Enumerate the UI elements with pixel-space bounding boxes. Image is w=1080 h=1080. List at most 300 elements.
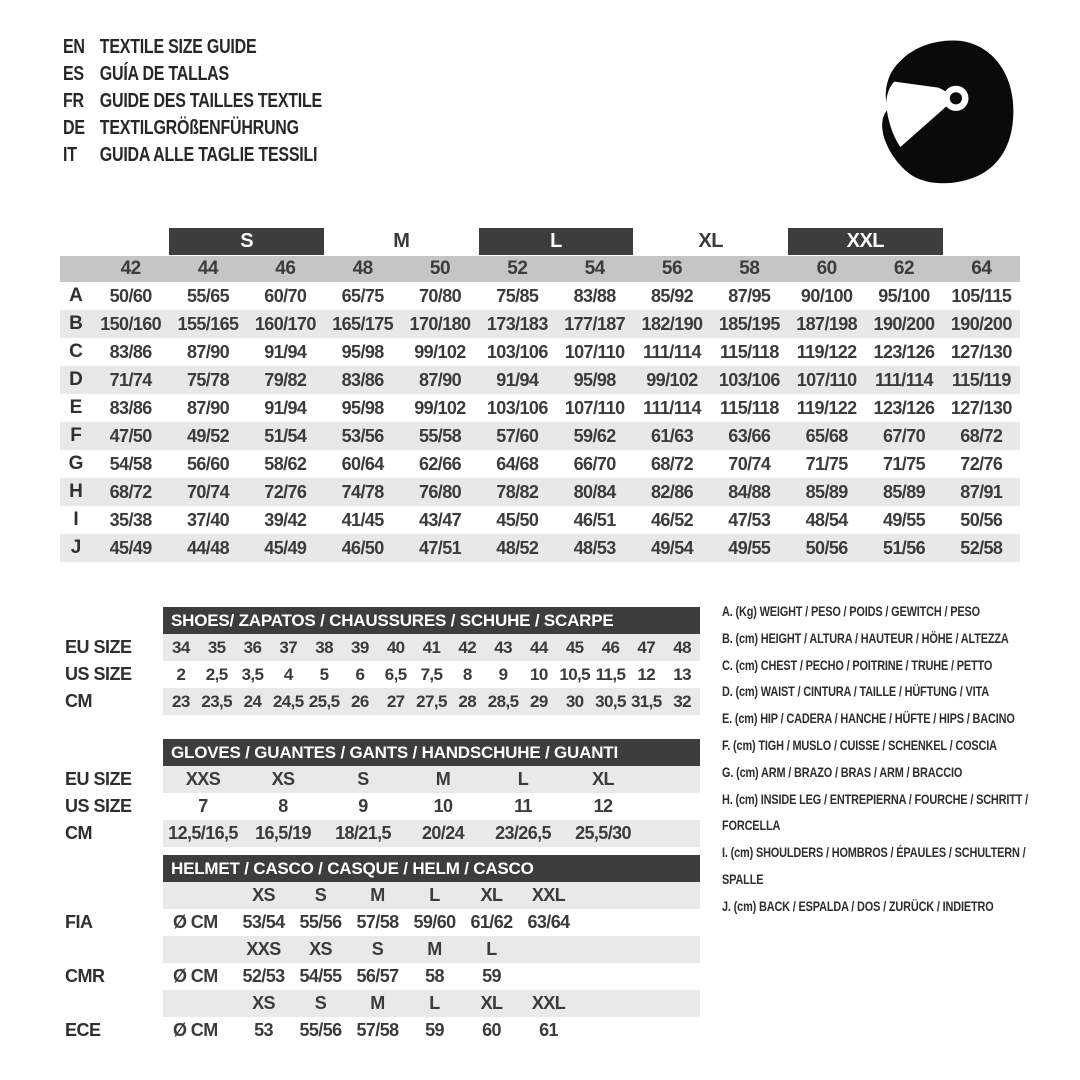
size-value-cell: 46 — [601, 637, 620, 657]
size-cell: 87/90 — [186, 397, 230, 418]
size-cell: 44/48 — [186, 537, 230, 558]
size-value-cell: 55/56 — [299, 1020, 342, 1040]
size-cell: 70/74 — [728, 453, 771, 474]
size-cell: 177/187 — [564, 313, 626, 334]
values-band — [163, 688, 700, 715]
helmet-size-label: XL — [480, 885, 503, 905]
helmet-size-label: M — [427, 939, 442, 959]
size-value-cell: 58 — [425, 966, 444, 986]
size-value-cell: 25,5 — [308, 691, 340, 711]
size-value-cell: 26 — [351, 691, 369, 711]
row-label-spacer — [60, 882, 163, 909]
size-col-58: 58 — [739, 258, 760, 279]
legend-item: I. (cm) SHOULDERS / HOMBROS / ÉPAULES / SCHULTERN / SPALLE — [722, 844, 1026, 887]
values-band — [163, 766, 700, 793]
size-cell: 95/98 — [341, 341, 384, 362]
legend-item: D. (cm) WAIST / CINTURA / TAILLE / HÜFTUNG / VITA — [722, 683, 989, 700]
size-cell: 75/78 — [186, 369, 230, 390]
row-label: I — [73, 509, 79, 530]
textile-size-table — [60, 228, 1020, 562]
size-col-46: 46 — [275, 258, 296, 279]
size-cell: 85/89 — [882, 481, 926, 502]
row-label: EU SIZE — [65, 769, 132, 789]
size-cell: 82/86 — [650, 481, 694, 502]
gloves-row-2 — [60, 820, 700, 847]
size-value-cell: 18/21,5 — [335, 823, 391, 843]
size-cell: 47/50 — [109, 425, 152, 446]
size-value-cell: 6 — [355, 664, 365, 684]
helmet-unit-spacer — [163, 882, 235, 909]
size-value-cell: 13 — [673, 664, 691, 684]
size-cell: 75/85 — [496, 285, 539, 306]
size-value-cell: 47 — [637, 637, 656, 657]
standard-label-ece: ECE — [65, 1020, 101, 1040]
size-value-cell: 45 — [565, 637, 584, 657]
size-value-cell: 55/56 — [299, 912, 342, 932]
size-cell: 99/102 — [646, 369, 698, 390]
shoes-row-0 — [60, 634, 700, 661]
size-col-62: 62 — [893, 258, 915, 279]
size-value-cell: 10 — [530, 664, 548, 684]
size-cell: 48/53 — [573, 537, 616, 558]
helmet-icon — [870, 32, 1022, 192]
row-label: C — [69, 341, 83, 362]
size-cell: 57/60 — [496, 425, 539, 446]
helmet-size-label: XXS — [246, 939, 281, 959]
size-cell: 46/52 — [650, 509, 694, 530]
size-cell: 170/180 — [409, 313, 471, 334]
helmet-size-label: M — [370, 993, 385, 1013]
size-cell: 91/94 — [264, 397, 307, 418]
textile-numbers-row — [60, 256, 1020, 282]
size-cell: 72/76 — [264, 481, 307, 502]
values-band — [163, 882, 700, 909]
size-cell: 165/175 — [332, 313, 394, 334]
size-cell: 71/75 — [805, 453, 848, 474]
size-cell: 119/122 — [796, 341, 857, 362]
gloves-table — [60, 739, 700, 847]
values-band — [163, 990, 700, 1017]
size-value-cell: 24 — [243, 691, 262, 711]
size-cell: 50/56 — [805, 537, 848, 558]
lang-code-fr: FR — [63, 90, 84, 112]
size-cell: 68/72 — [650, 453, 694, 474]
size-value-cell: 53/54 — [242, 912, 285, 932]
lang-title-es: GUÍA DE TALLAS — [99, 63, 229, 85]
size-cell: 105/115 — [951, 285, 1012, 306]
measurement-legend — [722, 598, 1059, 920]
values-band — [163, 793, 700, 820]
lang-code-en: EN — [63, 36, 85, 58]
size-cell: 79/82 — [264, 369, 307, 390]
size-cell: 47/51 — [418, 537, 462, 558]
shoes-table — [60, 607, 700, 715]
values-band — [163, 1017, 700, 1044]
size-cell: 66/70 — [573, 453, 616, 474]
size-cell: 127/130 — [950, 397, 1012, 418]
size-value-cell: 8 — [462, 664, 472, 684]
size-value-cell: 59/60 — [413, 912, 456, 932]
size-value-cell: 61 — [539, 1020, 558, 1040]
size-value-cell: 31,5 — [630, 691, 662, 711]
diameter-unit: Ø CM — [173, 912, 218, 932]
lang-title-en: TEXTILE SIZE GUIDE — [99, 36, 257, 58]
size-value-cell: S — [357, 769, 369, 789]
size-value-cell: L — [517, 769, 529, 789]
size-cell: 74/78 — [341, 481, 384, 502]
size-value-cell: 63/64 — [527, 912, 570, 932]
size-cell: 182/190 — [641, 313, 703, 334]
size-value-cell: 41 — [422, 637, 441, 657]
size-cell: 45/50 — [496, 509, 539, 530]
size-cell: 49/55 — [728, 537, 771, 558]
size-value-cell: 32 — [673, 691, 691, 711]
size-cell: 71/74 — [109, 369, 152, 390]
size-value-cell: 10 — [433, 796, 453, 816]
size-cell: 107/110 — [796, 369, 857, 390]
lang-code-es: ES — [63, 63, 84, 85]
size-col-54: 54 — [584, 258, 605, 279]
size-col-42: 42 — [120, 258, 141, 279]
size-cell: 115/119 — [951, 369, 1011, 390]
row-label: CM — [65, 691, 92, 711]
helmet-size-label: S — [314, 885, 327, 905]
size-cell: 43/47 — [418, 509, 462, 530]
helmet-size-label: L — [486, 939, 497, 959]
size-cell: 64/68 — [496, 453, 539, 474]
size-cell: 87/90 — [186, 341, 230, 362]
size-value-cell: 9 — [358, 796, 368, 816]
size-value-cell: 10,5 — [559, 664, 591, 684]
size-value-cell: 20/24 — [421, 823, 465, 843]
row-label: US SIZE — [65, 796, 132, 816]
legend-item: A. (Kg) WEIGHT / PESO / POIDS / GEWITCH / PESO — [722, 603, 980, 619]
helmet-sizes-row-1 — [60, 936, 700, 963]
size-cell: 80/84 — [573, 481, 616, 502]
values-band — [163, 909, 700, 936]
lang-title-fr: GUIDE DES TAILLES TEXTILE — [99, 90, 322, 112]
legend-item: F. (cm) TIGH / MUSLO / CUISSE / SCHENKEL / COSCIA — [722, 736, 997, 753]
legend-item: G. (cm) ARM / BRAZO / BRAS / ARM / BRACCIO — [722, 763, 963, 780]
size-value-cell: 12 — [593, 796, 613, 816]
size-value-cell: 44 — [530, 637, 548, 657]
size-cell: 65/68 — [805, 425, 848, 446]
helmet-size-label: XS — [252, 885, 275, 905]
size-cell: 123/126 — [873, 397, 935, 418]
textile-row-c — [60, 338, 1020, 366]
size-value-cell: 5 — [319, 664, 329, 684]
shoes-body — [60, 634, 700, 715]
size-cell: 62/66 — [418, 453, 462, 474]
size-cell: 76/80 — [418, 481, 462, 502]
size-value-cell: 43 — [494, 637, 512, 657]
size-value-cell: 30 — [565, 691, 584, 711]
diameter-unit: Ø CM — [173, 966, 218, 986]
gloves-row-1 — [60, 793, 700, 820]
size-cell: 115/118 — [719, 397, 779, 418]
size-value-cell: 7,5 — [420, 664, 443, 684]
size-value-cell: 37 — [279, 637, 298, 657]
size-cell: 103/106 — [486, 397, 548, 418]
legend-item: B. (cm) HEIGHT / ALTURA / HAUTEUR / HÖHE / ALTEZZA — [722, 629, 1009, 646]
size-cell: 127/130 — [950, 341, 1012, 362]
textile-row-h — [60, 478, 1020, 506]
size-cell: 56/60 — [186, 453, 230, 474]
size-value-cell: 48 — [673, 637, 691, 657]
size-cell: 85/89 — [805, 481, 848, 502]
textile-row-i — [60, 506, 1020, 534]
size-cell: 78/82 — [496, 481, 539, 502]
size-value-cell: 23,5 — [201, 691, 233, 711]
legend-item: C. (cm) CHEST / PECHO / POITRINE / TRUHE / PETTO — [722, 656, 993, 673]
gloves-table-title: GLOVES / GUANTES / GANTS / HANDSCHUHE / GUANTI — [163, 739, 700, 766]
values-band — [163, 963, 700, 990]
size-value-cell: 60 — [482, 1020, 501, 1040]
helmet-table-title: HELMET / CASCO / CASQUE / HELM / CASCO — [163, 855, 700, 882]
legend-item: E. (cm) HIP / CADERA / HANCHE / HÜFTE / HIPS / BACINO — [722, 710, 1015, 727]
values-band — [163, 820, 700, 847]
size-value-cell: 9 — [498, 664, 508, 684]
size-cell: 45/49 — [109, 537, 152, 558]
size-value-cell: 59 — [482, 966, 501, 986]
size-cell: 107/110 — [564, 341, 625, 362]
size-value-cell: 2 — [176, 664, 186, 684]
size-value-cell: 2,5 — [205, 664, 228, 684]
helmet-values-row-1 — [60, 963, 700, 990]
size-value-cell: 3,5 — [241, 664, 264, 684]
standard-label-fia: FIA — [65, 912, 93, 932]
size-value-cell: 42 — [458, 637, 477, 657]
values-band — [163, 936, 700, 963]
size-value-cell: 39 — [351, 637, 369, 657]
numbers-row-spacer — [60, 256, 92, 282]
row-label: CM — [65, 823, 92, 843]
size-cell: 155/165 — [177, 313, 239, 334]
size-value-cell: 53 — [254, 1020, 273, 1040]
size-cell: 60/64 — [341, 453, 384, 474]
lang-code-de: DE — [63, 117, 85, 139]
size-value-cell: 11 — [514, 796, 532, 816]
size-cell: 48/54 — [805, 509, 848, 530]
legend-item: J. (cm) BACK / ESPALDA / DOS / ZURÜCK / INDIETRO — [722, 897, 994, 914]
size-cell: 67/70 — [882, 425, 926, 446]
size-cell: 123/126 — [873, 341, 935, 362]
helmet-values-row-2 — [60, 1017, 700, 1044]
size-value-cell: 54/55 — [299, 966, 342, 986]
size-cell: 87/91 — [960, 481, 1003, 502]
size-cell: 70/74 — [186, 481, 230, 502]
standard-label-cmr: CMR — [65, 966, 105, 986]
size-cell: 84/88 — [728, 481, 771, 502]
size-value-cell: XXS — [185, 769, 221, 789]
helmet-sizes-row-2 — [60, 990, 700, 1017]
size-cell: 83/86 — [109, 397, 152, 418]
size-value-cell: M — [435, 769, 451, 789]
row-label: B — [69, 313, 83, 334]
size-value-cell: 27,5 — [416, 691, 447, 711]
lang-code-it: IT — [63, 144, 77, 166]
size-cell: 58/62 — [264, 453, 307, 474]
size-value-cell: 38 — [315, 637, 333, 657]
size-cell: 103/106 — [486, 341, 548, 362]
size-value-cell: XL — [592, 769, 614, 789]
size-cell: 85/92 — [650, 285, 694, 306]
size-cell: 54/58 — [109, 453, 152, 474]
size-cell: 91/94 — [496, 369, 539, 390]
textile-row-d — [60, 366, 1020, 394]
size-value-cell: 35 — [207, 637, 226, 657]
row-label: E — [69, 397, 83, 418]
textile-row-b — [60, 310, 1020, 338]
language-header — [63, 36, 407, 166]
size-cell: 55/58 — [418, 425, 462, 446]
size-cell: 59/62 — [573, 425, 616, 446]
shoes-table-title: SHOES/ ZAPATOS / CHAUSSURES / SCHUHE / SCARPE — [163, 607, 700, 634]
helmet-size-label: L — [429, 885, 440, 905]
size-value-cell: 8 — [278, 796, 288, 816]
size-cell: 53/56 — [341, 425, 384, 446]
size-cell: 52/58 — [960, 537, 1003, 558]
size-value-cell: 12,5/16,5 — [168, 823, 238, 843]
helmet-body — [60, 882, 700, 1044]
size-value-cell: 28,5 — [487, 691, 519, 711]
size-cell: 68/72 — [960, 425, 1003, 446]
helmet-size-label: XL — [480, 993, 503, 1013]
size-cell: 46/50 — [341, 537, 384, 558]
row-label: D — [69, 369, 83, 390]
size-value-cell: 23 — [172, 691, 190, 711]
size-cell: 87/90 — [418, 369, 462, 390]
row-label-spacer — [60, 936, 163, 963]
size-cell: 83/88 — [573, 285, 616, 306]
size-value-cell: 61/62 — [470, 912, 513, 932]
size-col-44: 44 — [197, 258, 219, 279]
size-value-cell: 57/58 — [356, 912, 399, 932]
size-cell: 119/122 — [796, 397, 857, 418]
helmet-size-label: XXL — [531, 993, 566, 1013]
values-band — [163, 634, 700, 661]
helmet-size-label: XS — [252, 993, 275, 1013]
row-label: US SIZE — [65, 664, 132, 684]
size-value-cell: 40 — [386, 637, 405, 657]
size-cell: 41/45 — [341, 509, 384, 530]
size-value-cell: 16,5/19 — [255, 823, 311, 843]
size-cell: 49/54 — [650, 537, 694, 558]
size-value-cell: XS — [271, 769, 295, 789]
size-cell: 90/100 — [800, 285, 853, 306]
size-cell: 160/170 — [254, 313, 316, 334]
size-cell: 99/102 — [414, 397, 466, 418]
values-band — [163, 661, 700, 688]
size-cell: 49/52 — [186, 425, 230, 446]
size-cell: 83/86 — [109, 341, 152, 362]
size-value-cell: 34 — [172, 637, 190, 657]
size-group-xl: XL — [698, 230, 723, 252]
size-group-xxl: XXL — [788, 228, 943, 255]
row-label: EU SIZE — [65, 637, 132, 657]
size-cell: 150/160 — [100, 313, 162, 334]
helmet-unit-spacer — [163, 936, 235, 963]
size-cell: 95/98 — [341, 397, 384, 418]
helmet-size-label: XXL — [531, 885, 566, 905]
size-group-l: L — [479, 228, 634, 255]
size-col-64: 64 — [971, 258, 992, 279]
size-cell: 115/118 — [719, 341, 779, 362]
lang-title-it: GUIDA ALLE TAGLIE TESSILI — [99, 144, 318, 166]
size-cell: 87/95 — [728, 285, 771, 306]
helmet-size-label: XS — [309, 939, 332, 959]
textile-row-j — [60, 534, 1020, 562]
size-cell: 71/75 — [882, 453, 926, 474]
row-label: J — [70, 537, 82, 558]
size-col-50: 50 — [429, 258, 451, 279]
helmet-sizes-row-0 — [60, 882, 700, 909]
helmet-table — [60, 855, 700, 1044]
lang-title-de: TEXTILGRÖßENFÜHRUNG — [99, 117, 299, 139]
size-group-s: S — [169, 228, 324, 255]
size-value-cell: 11,5 — [595, 664, 626, 684]
size-cell: 185/195 — [718, 313, 780, 334]
size-col-56: 56 — [661, 258, 683, 279]
size-value-cell: 12 — [637, 664, 656, 684]
size-cell: 91/94 — [264, 341, 307, 362]
size-cell: 51/56 — [882, 537, 926, 558]
row-label-spacer — [60, 990, 163, 1017]
helmet-size-label: M — [370, 885, 385, 905]
size-cell: 107/110 — [564, 397, 625, 418]
size-value-cell: 52/53 — [242, 966, 285, 986]
size-value-cell: 4 — [283, 664, 293, 684]
size-cell: 49/55 — [882, 509, 926, 530]
gloves-body — [60, 766, 700, 847]
size-cell: 63/66 — [728, 425, 771, 446]
size-cell: 190/200 — [950, 313, 1012, 334]
size-cell: 111/114 — [875, 369, 933, 390]
size-cell: 50/56 — [960, 509, 1003, 530]
size-value-cell: 23/26,5 — [495, 823, 551, 843]
row-label: G — [68, 453, 84, 474]
size-group-m: M — [393, 230, 410, 252]
size-cell: 61/63 — [650, 425, 694, 446]
size-cell: 190/200 — [873, 313, 935, 334]
size-value-cell: 59 — [425, 1020, 444, 1040]
size-col-60: 60 — [816, 258, 837, 279]
size-value-cell: 28 — [458, 691, 477, 711]
size-cell: 51/54 — [264, 425, 307, 446]
size-cell: 60/70 — [264, 285, 307, 306]
helmet-values-row-0 — [60, 909, 700, 936]
size-col-52: 52 — [507, 258, 528, 279]
size-value-cell: 24,5 — [272, 691, 304, 711]
row-label: F — [70, 425, 82, 446]
size-cell: 48/52 — [496, 537, 539, 558]
size-cell: 99/102 — [414, 341, 466, 362]
size-cell: 47/53 — [728, 509, 771, 530]
size-value-cell: 6,5 — [384, 664, 407, 684]
size-cell: 187/198 — [796, 313, 858, 334]
shoes-row-2 — [60, 688, 700, 715]
helmet-size-label: S — [314, 993, 327, 1013]
size-cell: 103/106 — [718, 369, 780, 390]
size-value-cell: 57/58 — [356, 1020, 399, 1040]
size-cell: 37/40 — [186, 509, 230, 530]
size-value-cell: 7 — [198, 796, 208, 816]
size-cell: 46/51 — [573, 509, 616, 530]
row-label: H — [69, 481, 83, 502]
size-value-cell: 25,5/30 — [575, 823, 631, 843]
size-cell: 173/183 — [486, 313, 548, 334]
size-cell: 72/76 — [960, 453, 1003, 474]
